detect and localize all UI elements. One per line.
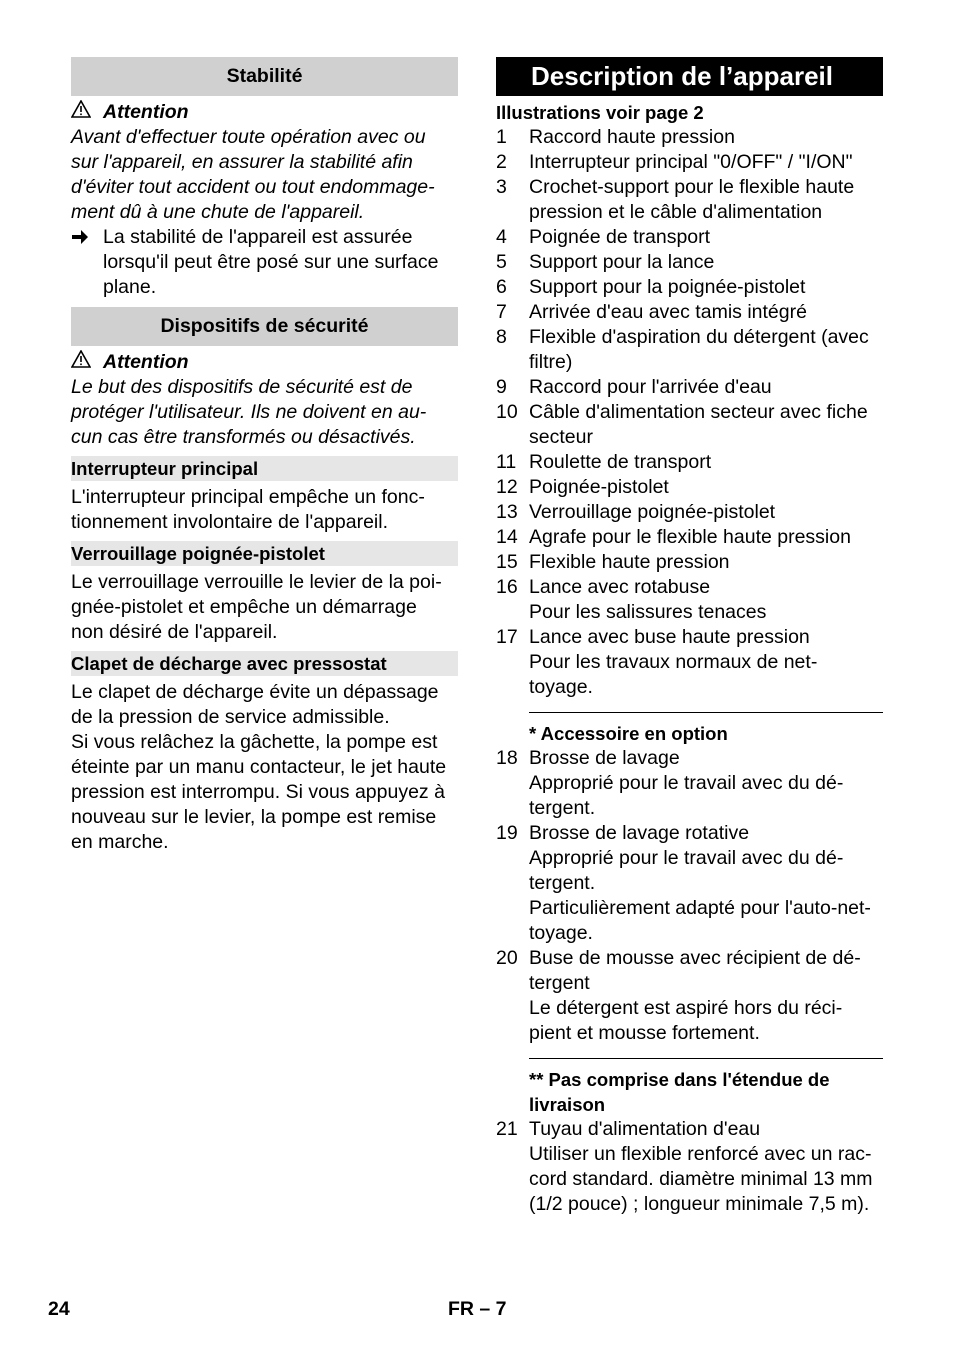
text-line: Le but des dispositifs de sécurité est de <box>71 376 413 398</box>
item-text <box>529 821 883 946</box>
item-text-line: toyage. <box>529 922 593 944</box>
securite-heading: Dispositifs de sécurité <box>71 307 458 346</box>
item-text-line: Lance avec buse haute pression <box>529 626 810 648</box>
illustrations-reference: Illustrations voir page 2 <box>496 102 704 123</box>
text-line: éteinte par un manu contacteur, le jet haute <box>71 756 447 778</box>
item-text-line: Flexible d'aspiration du détergent (avec <box>529 326 869 348</box>
text-line: plane. <box>103 276 157 298</box>
item-text <box>529 500 883 525</box>
stabilite-heading: Stabilité <box>71 57 458 96</box>
left-column <box>71 57 458 855</box>
item-text-line: Flexible haute pression <box>529 551 730 573</box>
text-line: d'éviter tout accident ou tout endommage- <box>71 176 435 198</box>
text-line: gnée-pistolet et empêche un démarrage <box>71 596 417 618</box>
item-text-line: Utiliser un flexible renforcé avec un rac- <box>529 1143 872 1165</box>
item-number: 2 <box>496 151 507 173</box>
section-title: Description de l’appareil <box>496 57 883 96</box>
list-item <box>496 746 883 821</box>
item-text <box>529 125 883 150</box>
clapet-text <box>71 680 458 855</box>
not-included-title-line: livraison <box>529 1094 606 1115</box>
text-line: protéger l'utilisateur. Ils ne doivent en au- <box>71 401 427 423</box>
item-text-line: secteur <box>529 426 593 448</box>
item-text-line: Support pour la lance <box>529 251 715 273</box>
text-line: Avant d'effectuer toute opération avec ou <box>71 126 426 148</box>
warning-triangle-icon <box>71 100 93 125</box>
item-text <box>529 575 883 625</box>
item-text-line: pression et le câble d'alimentation <box>529 201 823 223</box>
item-text-line: Raccord pour l'arrivée d'eau <box>529 376 772 398</box>
list-item <box>496 300 883 325</box>
item-text-line: Roulette de transport <box>529 451 712 473</box>
text-line: sur l'appareil, en assurer la stabilité afin <box>71 151 413 173</box>
text-line: La stabilité de l'appareil est assurée <box>103 226 413 248</box>
text-line: ment dû à une chute de l'appareil. <box>71 201 365 223</box>
item-text <box>529 150 883 175</box>
list-item <box>496 575 883 625</box>
item-text <box>529 300 883 325</box>
item-text <box>529 625 883 700</box>
item-text-line: Arrivée d'eau avec tamis intégré <box>529 301 807 323</box>
item-text-line: Approprié pour le travail avec du dé- <box>529 847 844 869</box>
text-line: tionnement involontaire de l'appareil. <box>71 511 389 533</box>
item-text <box>529 225 883 250</box>
list-item <box>496 400 883 450</box>
list-item <box>496 946 883 1046</box>
item-number: 3 <box>496 176 507 198</box>
interrupteur-text <box>71 485 458 535</box>
list-item <box>496 821 883 946</box>
list-item <box>496 250 883 275</box>
item-text-line: Interrupteur principal "0/OFF" / "I/ON" <box>529 151 853 173</box>
item-text <box>529 325 883 375</box>
list-item <box>496 550 883 575</box>
item-number: 8 <box>496 326 507 348</box>
item-number: 11 <box>496 451 517 473</box>
list-item <box>496 150 883 175</box>
optional-parts-list <box>496 746 883 1046</box>
attention-label: Attention <box>103 101 189 123</box>
double-asterisk-marker: ** <box>529 1069 544 1090</box>
asterisk-marker: * <box>529 723 537 744</box>
item-text <box>529 175 883 225</box>
securite-warning-text <box>71 375 458 450</box>
item-number: 17 <box>496 626 518 648</box>
section-page-label: FR – 7 <box>448 1298 507 1320</box>
item-text-line: Agrafe pour le flexible haute pression <box>529 526 851 548</box>
item-number: 19 <box>496 822 518 844</box>
item-text <box>529 1117 883 1217</box>
list-item <box>496 175 883 225</box>
optional-title: Accessoire en option <box>540 723 728 744</box>
item-text-line: Tuyau d'alimentation d'eau <box>529 1118 761 1140</box>
item-text <box>529 525 883 550</box>
right-column <box>496 57 883 1217</box>
item-number: 5 <box>496 251 507 273</box>
item-text-line: Pour les travaux normaux de net- <box>529 651 818 673</box>
text-line: en marche. <box>71 831 169 853</box>
item-number: 21 <box>496 1118 518 1140</box>
item-number: 20 <box>496 947 518 969</box>
item-number: 12 <box>496 476 518 498</box>
item-text <box>529 450 883 475</box>
attention-label: Attention <box>103 351 189 373</box>
not-included-parts-list <box>496 1117 883 1217</box>
item-text-line: Poignée-pistolet <box>529 476 669 498</box>
text-line: pression est interrompu. Si vous appuyez à <box>71 781 445 803</box>
list-item <box>496 475 883 500</box>
item-text <box>529 550 883 575</box>
attention-heading <box>71 100 458 125</box>
text-line: lorsqu'il peut être posé sur une surface <box>103 251 439 273</box>
optional-accessories-heading <box>529 721 883 746</box>
item-text-line: Brosse de lavage rotative <box>529 822 750 844</box>
clapet-heading: Clapet de décharge avec pressostat <box>71 651 458 676</box>
text-line: Le verrouillage verrouille le levier de la poi- <box>71 571 442 593</box>
item-text-line: tergent <box>529 972 590 994</box>
item-text-line: filtre) <box>529 351 573 373</box>
item-number: 16 <box>496 576 518 598</box>
item-text-line: toyage. <box>529 676 593 698</box>
list-item <box>496 125 883 150</box>
interrupteur-heading: Interrupteur principal <box>71 456 458 481</box>
item-text-line: Raccord haute pression <box>529 126 735 148</box>
divider <box>529 1058 883 1059</box>
item-text-line: pient et mousse fortement. <box>529 1022 760 1044</box>
item-text <box>529 946 883 1046</box>
item-text-line: Particulièrement adapté pour l'auto-net- <box>529 897 871 919</box>
item-text-line: Brosse de lavage <box>529 747 680 769</box>
item-number: 7 <box>496 301 507 323</box>
arrow-right-icon <box>71 225 103 300</box>
stabilite-instruction <box>71 225 458 300</box>
item-text-line: Lance avec rotabuse <box>529 576 711 598</box>
item-text-line: Support pour la poignée-pistolet <box>529 276 806 298</box>
item-text-line: Poignée de transport <box>529 226 711 248</box>
attention-heading <box>71 350 458 375</box>
text-line: non désiré de l'appareil. <box>71 621 278 643</box>
item-text <box>529 475 883 500</box>
item-number: 14 <box>496 526 518 548</box>
item-text-line: Câble d'alimentation secteur avec fiche <box>529 401 868 423</box>
item-text <box>529 746 883 821</box>
list-item <box>496 625 883 700</box>
warning-triangle-icon <box>71 350 93 375</box>
list-item <box>496 1117 883 1217</box>
item-text <box>529 400 883 450</box>
page-number: 24 <box>48 1298 70 1320</box>
item-text-line: cord standard. diamètre minimal 13 mm <box>529 1168 873 1190</box>
list-item <box>496 500 883 525</box>
item-number: 15 <box>496 551 518 573</box>
list-item <box>496 225 883 250</box>
item-number: 1 <box>496 126 507 148</box>
divider <box>529 712 883 713</box>
text-line: de la pression de service admissible. <box>71 706 390 728</box>
parts-list <box>496 125 883 700</box>
stabilite-warning-text <box>71 125 458 225</box>
not-included-title-line: Pas comprise dans l'étendue de <box>548 1069 830 1090</box>
verrouillage-heading: Verrouillage poignée-pistolet <box>71 541 458 566</box>
list-item <box>496 450 883 475</box>
item-text-line: Approprié pour le travail avec du dé- <box>529 772 844 794</box>
item-text <box>529 250 883 275</box>
text-line: cun cas être transformés ou désactivés. <box>71 426 416 448</box>
item-text-line: Pour les salissures tenaces <box>529 601 767 623</box>
item-text-line: Verrouillage poignée-pistolet <box>529 501 776 523</box>
item-text-line: Crochet-support pour le flexible haute <box>529 176 855 198</box>
item-number: 18 <box>496 747 518 769</box>
item-text-line: Le détergent est aspiré hors du réci- <box>529 997 843 1019</box>
item-number: 9 <box>496 376 507 398</box>
text-line: L'interrupteur principal empêche un fonc- <box>71 486 425 508</box>
text-line: nouveau sur le levier, la pompe est remise <box>71 806 437 828</box>
item-number: 10 <box>496 401 518 423</box>
item-number: 13 <box>496 501 518 523</box>
item-text-line: tergent. <box>529 797 596 819</box>
text-line: Le clapet de décharge évite un dépassage <box>71 681 439 703</box>
item-text-line: (1/2 pouce) ; longueur minimale 7,5 m). <box>529 1193 870 1215</box>
item-number: 4 <box>496 226 507 248</box>
text-line: Si vous relâchez la gâchette, la pompe est <box>71 731 438 753</box>
item-number: 6 <box>496 276 507 298</box>
item-text <box>529 375 883 400</box>
list-item <box>496 375 883 400</box>
item-text-line: tergent. <box>529 872 596 894</box>
not-included-heading <box>529 1067 883 1117</box>
item-text-line: Buse de mousse avec récipient de dé- <box>529 947 861 969</box>
verrouillage-text <box>71 570 458 645</box>
item-text <box>529 275 883 300</box>
list-item <box>496 525 883 550</box>
list-item <box>496 325 883 375</box>
list-item <box>496 275 883 300</box>
